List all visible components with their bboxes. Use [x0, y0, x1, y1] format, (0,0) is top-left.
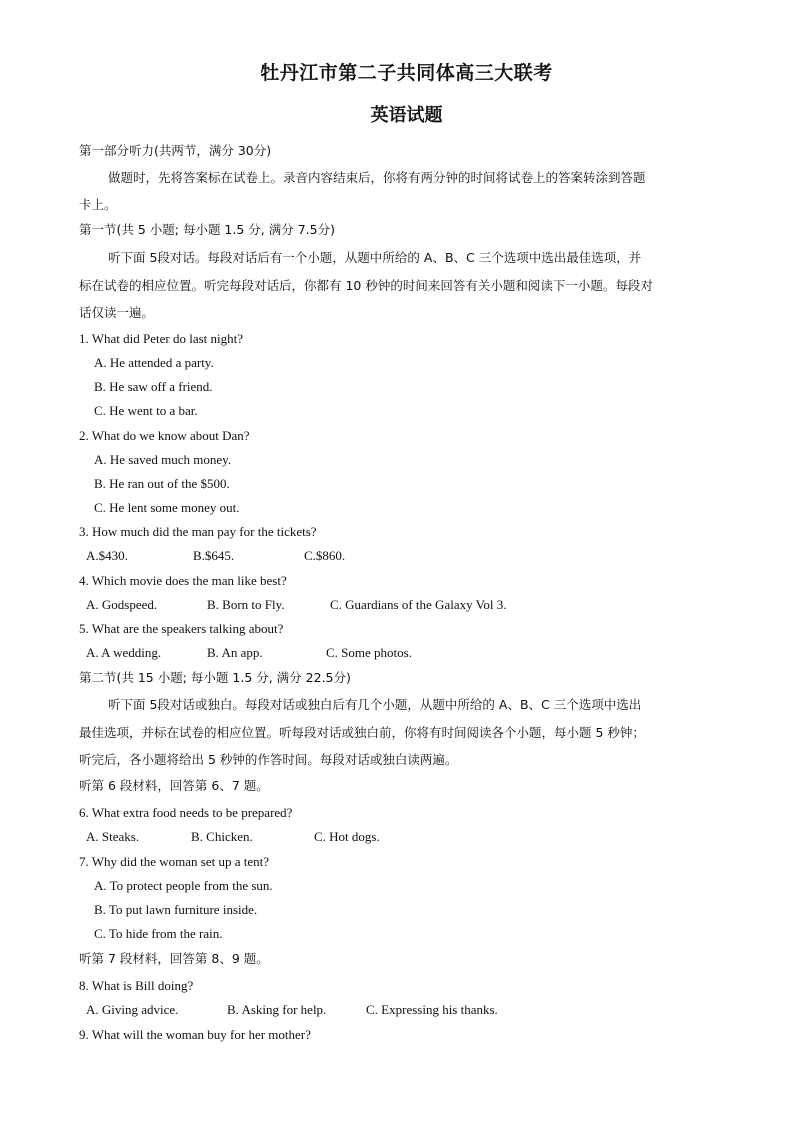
q6-option-c: C. Hot dogs.: [314, 829, 380, 844]
part1-intro-line2: 卡上。: [79, 197, 117, 212]
part1-intro-line1: 做题时，先将答案标在试卷上。录音内容结束后，你将有两分钟的时间将试卷上的答案转涂到答题: [108, 170, 646, 185]
exam-subtitle: 英语试题: [370, 105, 443, 126]
section2-intro-line3: 听完后，各小题将给出 5 秒钟的作答时间。每段对话或独白读两遍。: [79, 752, 458, 767]
exam-title: 牡丹江市第二子共同体高三大联考: [260, 62, 553, 84]
q3-option-b: B.$645.: [193, 548, 235, 563]
q7-option-c: C. To hide from the rain.: [94, 926, 223, 941]
q1-option-c: C. He went to a bar.: [94, 403, 198, 418]
question-5: 5. What are the speakers talking about?: [79, 621, 284, 636]
question-2: 2. What do we know about Dan?: [79, 428, 250, 443]
q7-option-a: A. To protect people from the sun.: [94, 878, 273, 893]
q3-option-a: A.$430.: [86, 548, 128, 563]
part1-heading: 第一部分听力(共两节，满分 30分): [79, 143, 272, 158]
q8-option-b: B. Asking for help.: [227, 1002, 327, 1017]
question-4: 4. Which movie does the man like best?: [79, 573, 287, 588]
q4-option-a: A. Godspeed.: [86, 597, 158, 612]
material-6-instruction: 听第 6 段材料，回答第 6、7 题。: [79, 778, 269, 793]
question-7: 7. Why did the woman set up a tent?: [79, 854, 270, 869]
question-3: 3. How much did the man pay for the tickets?: [79, 524, 317, 539]
q8-option-c: C. Expressing his thanks.: [366, 1002, 498, 1017]
section2-intro-line2: 最佳选项，并标在试卷的相应位置。听每段对话或独白前，你将有时间阅读各个小题，每小题 5 秒钟；: [79, 725, 645, 740]
q4-option-c: C. Guardians of the Galaxy Vol 3.: [330, 597, 507, 612]
q6-option-a: A. Steaks.: [86, 829, 140, 844]
q2-option-b: B. He ran out of the $500.: [94, 476, 230, 491]
q4-option-b: B. Born to Fly.: [207, 597, 285, 612]
q2-option-c: C. He lent some money out.: [94, 500, 240, 515]
q8-option-a: A. Giving advice.: [86, 1002, 179, 1017]
q5-option-b: B. An app.: [207, 645, 263, 660]
q5-option-c: C. Some photos.: [326, 645, 412, 660]
section2-intro-line1: 听下面 5段对话或独白。每段对话或独白后有几个小题，从题中所给的 A、B、C 三个选项中选出: [108, 697, 642, 712]
q7-option-b: B. To put lawn furniture inside.: [94, 902, 258, 917]
q6-option-b: B. Chicken.: [191, 829, 253, 844]
question-8: 8. What is Bill doing?: [79, 978, 194, 993]
q1-option-a: A. He attended a party.: [94, 355, 214, 370]
section1-heading: 第一节(共 5 小题; 每小题 1.5 分, 满分 7.5分): [79, 222, 335, 237]
material-7-instruction: 听第 7 段材料，回答第 8、9 题。: [79, 951, 269, 966]
q2-option-a: A. He saved much money.: [94, 452, 232, 467]
question-6: 6. What extra food needs to be prepared?: [79, 805, 293, 820]
question-9: 9. What will the woman buy for her mother?: [79, 1027, 311, 1042]
section1-intro-line1: 听下面 5段对话。每段对话后有一个小题，从题中所给的 A、B、C 三个选项中选出最佳选项，并: [108, 250, 642, 265]
section2-heading: 第二节(共 15 小题; 每小题 1.5 分, 满分 22.5分): [79, 670, 351, 685]
q3-option-c: C.$860.: [304, 548, 346, 563]
q1-option-b: B. He saw off a friend.: [94, 379, 213, 394]
section1-intro-line2: 标在试卷的相应位置。听完每段对话后，你都有 10 秒钟的时间来回答有关小题和阅读下一小题。每段对: [79, 278, 653, 293]
question-1: 1. What did Peter do last night?: [79, 331, 244, 346]
q5-option-a: A. A wedding.: [86, 645, 162, 660]
section1-intro-line3: 话仅读一遍。: [79, 305, 155, 320]
